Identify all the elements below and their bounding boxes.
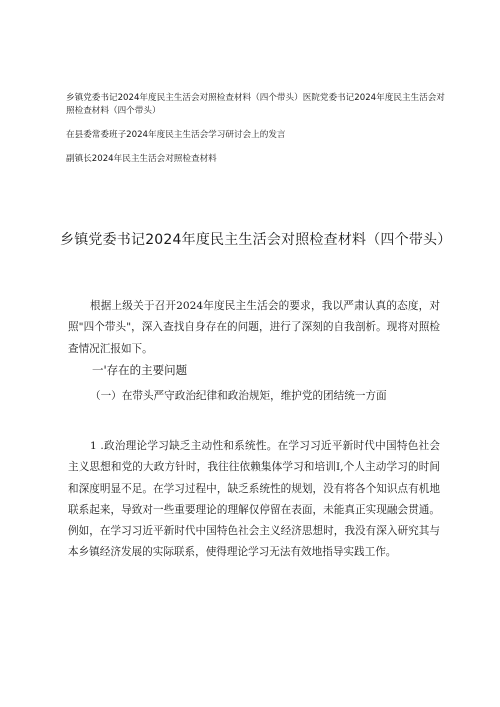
section-heading: 一'存在的主要问题 (92, 363, 188, 377)
related-document-link[interactable]: 在县委常委班子2024年度民主生活会学习研讨会上的发言 (66, 130, 286, 140)
related-document-link[interactable]: 副镇长2024年民主生活会对照检查材料 (66, 154, 217, 164)
related-documents-list (66, 92, 446, 177)
intro-paragraph: 根据上级关于召开2024年度民主生活会的要求，我以严肃认真的态度，对照"四个带头"，深入查找自身存在的问题，进行了深刻的自我剖析。现将对照检查情况汇报如下。 (68, 300, 440, 355)
related-document-link[interactable]: 乡镇党委书记2024年度民主生活会对照检查材料（四个带头）医院党委书记2024年度民主生活会对照检查材料（四个带头） (66, 93, 445, 116)
body-paragraph: 1 .政治理论学习缺乏主动性和系统性。在学习习近平新时代中国特色社会主义思想和党的大政方针时，我往往依赖集体学习和培训I,个人主动学习的时间和深度明显不足。在学习过程中，缺乏系统性的规划，没有将各个知识点有机地联系起来，导致对一些重要理论的理解仅停留在表面，未能真正实现融会贯通。例如，在学习习近平新时代中国特色社会主义经济思想时，我没有深入研究其与本乡镇经济发展的实际联系，使得理论学习无法有效地指导实践工作。 (68, 440, 440, 559)
subsection-heading: （一）在带头严守政治纪律和政治规矩，维护党的团结统一方面 (90, 390, 387, 402)
document-title: 乡镇党委书记2024年度民主生活会对照检查材料（四个带头） (60, 232, 452, 248)
